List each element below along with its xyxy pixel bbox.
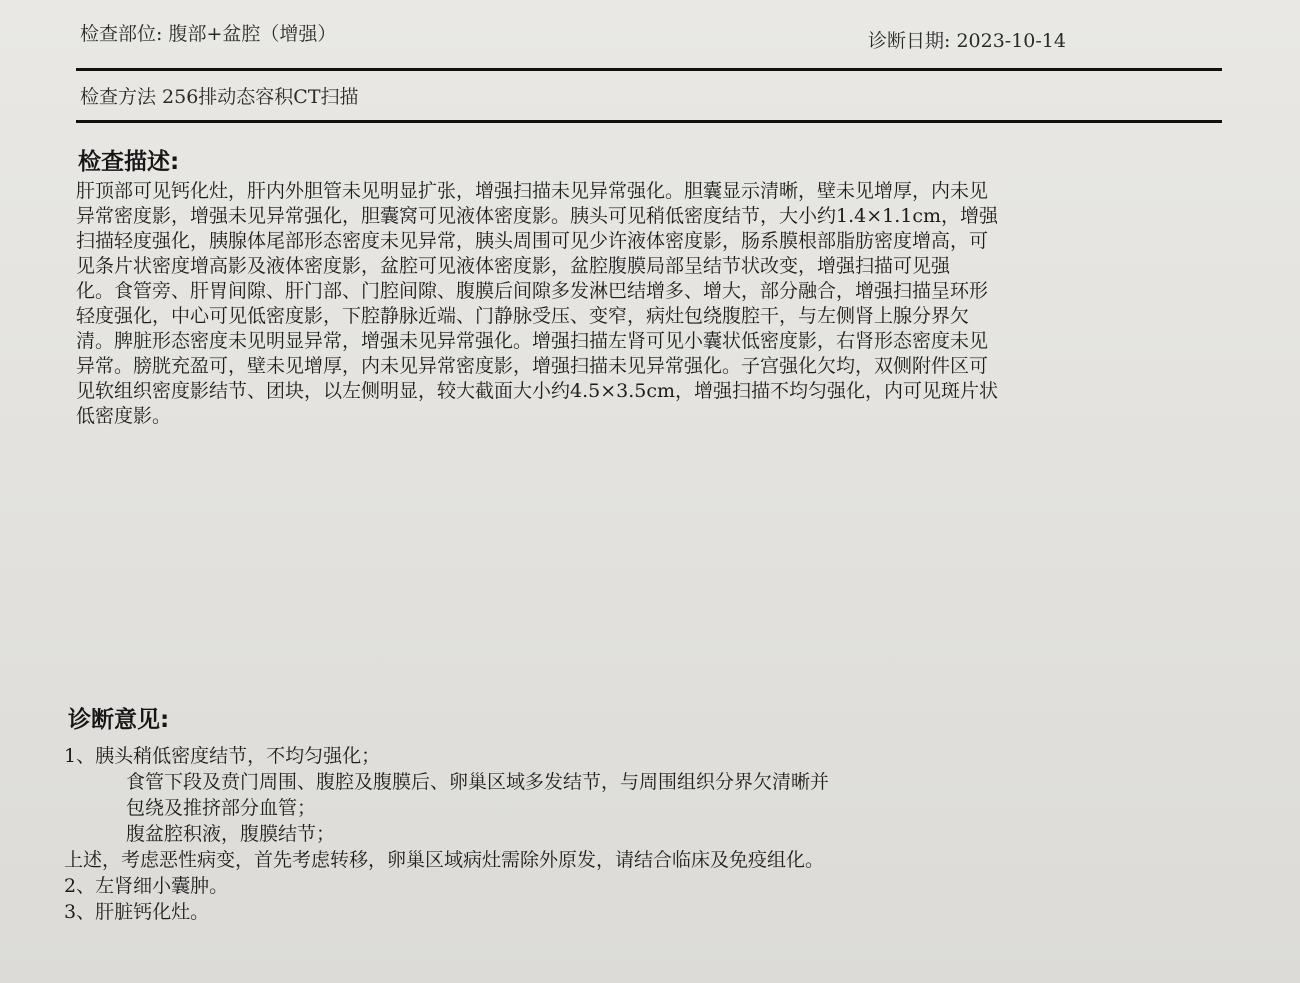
description-line: 异常。膀胱充盈可，壁未见增厚，内未见异常密度影，增强扫描未见异常强化。子宫强化欠均，双侧附件区可: [76, 355, 989, 377]
description-body: [76, 179, 1184, 429]
diagnosis-body: [64, 743, 829, 925]
description-line: 异常密度影，增强未见异常强化，胆囊窝可见液体密度影。胰头可见稍低密度结节，大小约1.4×1.1cm，增强: [76, 205, 999, 227]
diagnosis-line: 1、胰头稍低密度结节，不均匀强化；: [64, 745, 381, 767]
header-divider: [76, 68, 1222, 71]
description-line: 清。脾脏形态密度未见明显异常，增强未见异常强化。增强扫描左肾可见小囊状低密度影，右肾形态密度未见: [76, 330, 989, 352]
method-divider: [76, 120, 1222, 123]
exam-method: 检查方法 256排动态容积CT扫描: [80, 86, 359, 108]
diagnosis-title: 诊断意见:: [68, 707, 170, 733]
description-line: 见条片状密度增高影及液体密度影，盆腔可见液体密度影，盆腔腹膜局部呈结节状改变，增强扫描可见强: [76, 255, 951, 277]
diagnosis-line: 2、左肾细小囊肿。: [64, 875, 229, 897]
description-line: 肝顶部可见钙化灶，肝内外胆管未见明显扩张，增强扫描未见异常强化。胆囊显示清晰，壁未见增厚，内未见: [76, 180, 989, 202]
exam-site: 检查部位: 腹部+盆腔（增强）: [80, 23, 337, 45]
diagnosis-date: 诊断日期: 2023-10-14: [868, 30, 1066, 52]
diagnosis-line: 上述，考虑恶性病变，首先考虑转移，卵巢区域病灶需除外原发，请结合临床及免疫组化。: [64, 849, 825, 871]
diagnosis-line: 3、肝脏钙化灶。: [64, 901, 210, 923]
description-line: 轻度强化，中心可见低密度影，下腔静脉近端、门静脉受压、变窄，病灶包绕腹腔干，与左侧肾上腺分界欠: [76, 305, 970, 327]
description-title: 检查描述:: [78, 149, 180, 175]
description-line: 见软组织密度影结节、团块，以左侧明显，较大截面大小约4.5×3.5cm，增强扫描不均匀强化，内可见斑片状: [76, 380, 999, 402]
description-line: 低密度影。: [76, 405, 172, 427]
diagnosis-line: 腹盆腔积液，腹膜结节；: [126, 823, 336, 845]
diagnosis-line: 食管下段及贲门周围、腹腔及腹膜后、卵巢区域多发结节，与周围组织分界欠清晰并: [126, 771, 830, 793]
diagnosis-line: 包绕及推挤部分血管；: [126, 797, 317, 819]
description-line: 化。食管旁、肝胃间隙、肝门部、门腔间隙、腹膜后间隙多发淋巴结增多、增大，部分融合，增强扫描呈环形: [76, 280, 989, 302]
description-line: 扫描轻度强化，胰腺体尾部形态密度未见异常，胰头周围可见少许液体密度影，肠系膜根部脂肪密度增高，可: [76, 230, 989, 252]
